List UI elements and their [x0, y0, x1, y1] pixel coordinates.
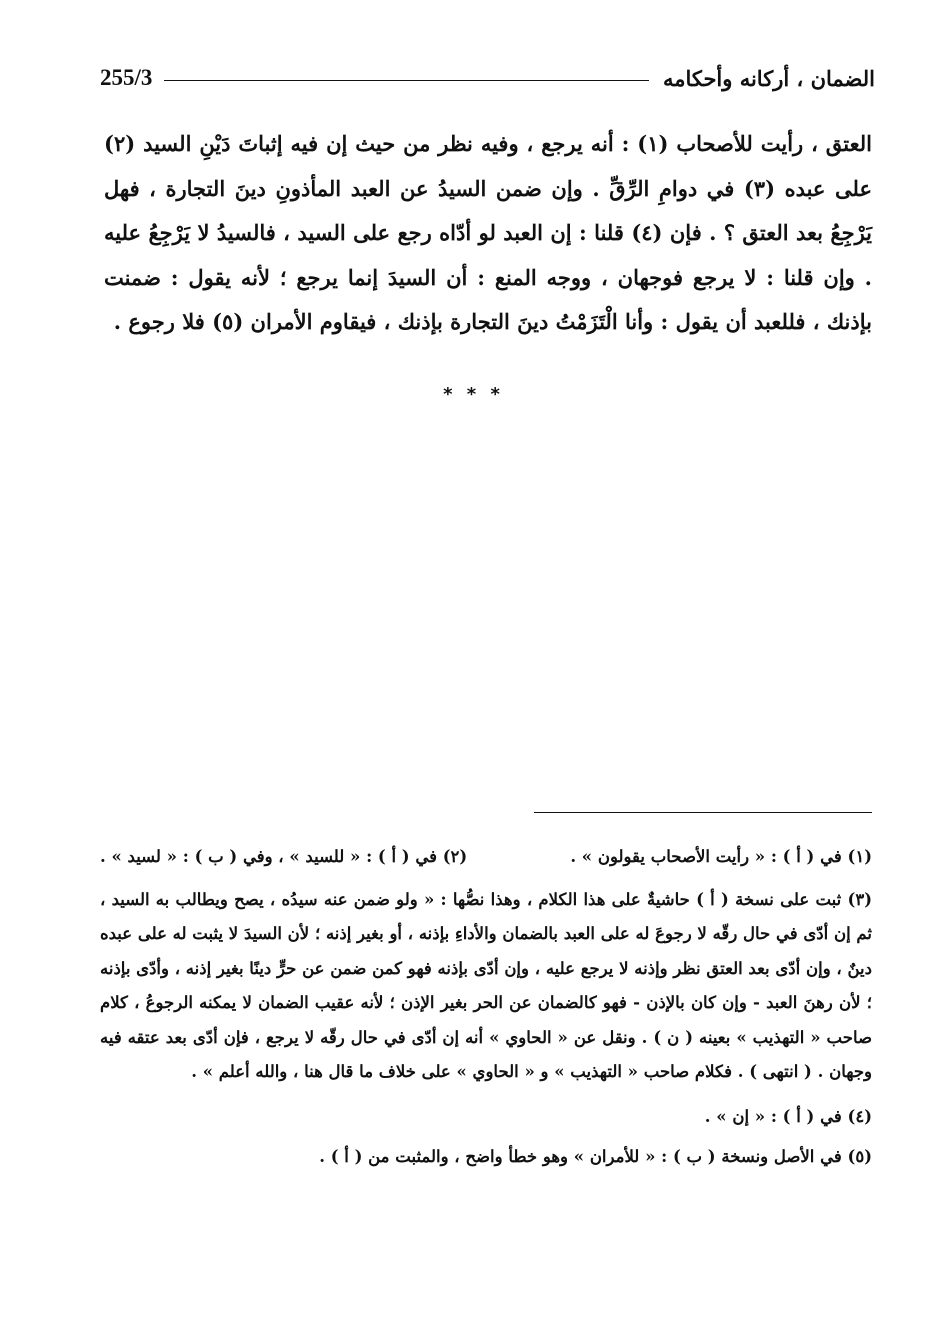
footnote-rule	[534, 812, 872, 813]
footnote-1: (١) في ( أ ) : « رأيت الأصحاب يقولون » .	[570, 847, 872, 866]
section-separator: * * *	[443, 384, 504, 405]
footnotes	[100, 840, 872, 1175]
main-text	[104, 122, 872, 345]
footnote-row	[100, 840, 872, 875]
header-rule	[164, 80, 649, 81]
footnote-5: (٥) في الأصل ونسخة ( ب ) : « للأمران » وهو خطأ واضح ، والمثبت من ( أ ) .	[319, 1147, 872, 1166]
footnote-2: (٢) في ( أ ) : « للسيد » ، وفي ( ب ) : « لسيد » .	[100, 847, 468, 866]
page-number: 255/3	[100, 65, 153, 90]
body-paragraph: العتق ، رأيت للأصحاب (١) : أنه يرجع ، وفيه نظر من حيث إن فيه إثباتَ دَيْنِ السيد (٢) على عبده (٣) في دوامِ الرِّقِّ . وإن ضمن السيدُ عن العبد المأذونِ دينَ التجارة ، فهل يَرْجِعُ بعد العتق ؟ . فإن (٤) قلنا : إن العبد لو أدّاه رجع على السيد ، فالسيدُ لا يَرْجِعُ عليه . وإن قلنا : لا يرجع فوجهان ، ووجه المنع : أن السيدَ إنما يرجع ؛ لأنه يقول : ضمنت بإذنك ، فللعبد أن يقول : وأنا الْتَزَمْتُ دينَ التجارة بإذنك ، فيقاوم الأمران (٥) فلا رجوع .	[104, 131, 873, 334]
footnote-4: (٤) في ( أ ) : « إن » .	[704, 1106, 872, 1126]
running-title: الضمان ، أركانه وأحكامه	[662, 65, 875, 91]
footnote-3: (٣) ثبت على نسخة ( أ ) حاشيةٌ على هذا الكلام ، وهذا نصُّها : « ولو ضمن عنه سيدُه ، يصح ويطالب به السيد ، ثم إن أدّى في حال رقّه لا رجوعَ له على العبد بالضمان والأداءِ بإذنه ، أو بغير إذنه ؛ لأن السيدَ لا يثبت له على عبده دينٌ ، وإن أدّى بعد العتق نظر وإذنه لا يرجع عليه ، وإن أدّى بإذنه فهو كمن ضمن عن حرٍّ دينًا بغير إذنه ، وأدّى بإذنه ؛ لأن رهنَ العبد - وإن كان بالإذن - فهو كالضمان عن الحر بغير الإذن ؛ لأنه عقيب الضمان لا يمكنه الرجوعُ ، كلام صاحب « التهذيب » بعينه ( ن ) . ونقل عن « الحاوي » أنه إن أدّى في حال رقّه لا يرجع ، فإن أدّى بعد عتقه فيه وجهان . ( انتهى ) . فكلام صاحب « التهذيب » و « الحاوي » على خلاف ما قال هنا ، والله أعلم » .	[100, 889, 872, 1081]
running-header	[100, 60, 875, 96]
